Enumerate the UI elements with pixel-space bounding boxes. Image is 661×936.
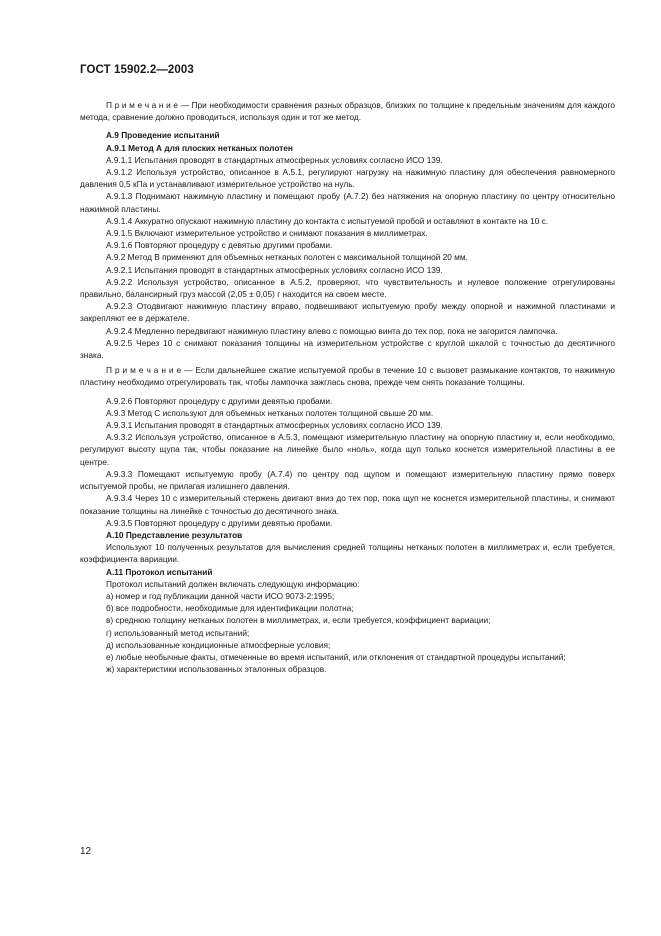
text-paragraph: А.9.2.6 Повторяют процедуру с другими девятью пробами. — [106, 395, 333, 406]
document-body — [80, 96, 615, 675]
note-paragraph: П р и м е ч а н и е — При необходимости сравнения разных образцов, близких по толщине к предельным значениям для каждого метода, сравнение должно проводиться, используя один и тот же метод. — [80, 100, 615, 123]
text-paragraph: А.9.2.1 Испытания проводят в стандартных атмосферных условиях согласно ИСО 139. — [106, 264, 443, 275]
text-paragraph: А.9.1.1 Испытания проводят в стандартных атмосферных условиях согласно ИСО 139. — [106, 154, 443, 165]
text-paragraph: А.9.3.5 Повторяют процедуру с другими девятью пробами. — [106, 517, 333, 528]
text-paragraph: А.9.1.2 Используя устройство, описанное в А.5.1, регулируют нагрузку на нажимную пластину для обеспечения равномерного давления 0,5 кПа и устанавливают измерительное устройство на нуль. — [80, 167, 615, 190]
list-item: а) номер и год публикации данной части ИСО 9073-2:1995; — [106, 590, 335, 601]
text-paragraph: А.9.3.2 Используя устройство, описанное в А.5.3, помещают измерительную пластину на опорную пластину и, если необходимо, регулируют высоту щупа так, чтобы показание на линейке было «ноль», когда щуп только коснется измерительной пластины в ее центре. — [80, 432, 615, 467]
text-paragraph: А.9.2.5 Через 10 с снимают показания толщины на измерительном устройстве с круглой шкалой с точностью до десятичного знака. — [80, 337, 615, 361]
text-paragraph: А.9.3.1 Испытания проводят в стандартных атмосферных условиях согласно ИСО 139. — [106, 420, 443, 431]
text-paragraph: А.9.3.4 Через 10 с измерительный стержень двигают вниз до тех пор, пока щуп не коснется измерительной пластины, и снимают показание толщины на линейке с точностью до десятичного знака. — [80, 493, 615, 516]
list-item: в) среднюю толщину нетканых полотен в миллиметрах, и, если требуется, коэффициент вариации; — [106, 615, 491, 626]
list-item: б) все подробности, необходимые для идентификации полотна; — [106, 603, 354, 614]
text-paragraph: А.9.2 Метод В применяют для объемных нетканых полотен с максимальной толщиной 20 мм. — [106, 252, 468, 263]
text-paragraph: А.9.2.4 Медленно передвигают нажимную пластину влево с помощью винта до тех пор, пока не загорится лампочка. — [106, 325, 558, 336]
list-item: д) использованные кондиционные атмосферные условия; — [106, 639, 331, 650]
text-paragraph: Используют 10 полученных результатов для вычисления средней толщины нетканых полотен в миллиметрах и, если требуется, коэффициента вариации. — [80, 542, 615, 565]
text-paragraph: А.9.1.4 Аккуратно опускают нажимную пластину до контакта с испытуемой пробой и оставляют в контакте на 10 с. — [106, 215, 549, 226]
text-paragraph: А.9.3 Метод С используют для объемных нетканых полотен толщиной свыше 20 мм. — [106, 407, 434, 418]
text-paragraph: А.9.2.3 Отодвигают нажимную пластину вправо, подвешивают испытуемую пробу между опорной и нажимной пластинами и закрепляют ее в держателе. — [80, 301, 615, 324]
text-paragraph: А.9.1.3 Поднимают нажимную пластину и помещают пробу (А.7.2) без натяжения на опорную пластину по центру относительно нажимной пластины. — [80, 191, 615, 214]
list-item: г) использованный метод испытаний; — [106, 627, 250, 638]
text-paragraph: А.9.1.5 Включают измерительное устройство и снимают показания в миллиметрах. — [106, 228, 428, 239]
text-paragraph: А.9.3.3 Помещают испытуемую пробу (А.7.4) по центру под щупом и помещают измерительную пластину прямо поверх испытуемой пробы, не прилагая излишнего давления. — [80, 468, 615, 492]
section-heading: А.9.1 Метод А для плоских нетканых полотен — [106, 142, 293, 153]
section-heading: А.11 Протокол испытаний — [106, 566, 213, 577]
text-paragraph: Протокол испытаний должен включать следующую информацию: — [106, 578, 360, 589]
text-paragraph: А.9.2.2 Используя устройство, описанное в А.5.2, проверяют, что чувствительность и нулевое положение отрегулированы правильно, балансирный груз массой (2,05 ± 0,05) г находится на своем месте. — [80, 276, 615, 300]
list-item: ж) характеристики использованных эталонных образцов. — [106, 664, 327, 675]
section-heading: А.9 Проведение испытаний — [106, 130, 220, 141]
document-header: ГОСТ 15902.2—2003 — [80, 64, 194, 76]
section-heading: А.10 Представление результатов — [106, 529, 243, 540]
page-number: 12 — [80, 846, 92, 857]
list-item: е) любые необычные факты, отмеченные во время испытаний, или отклонения от стандартной процедуры испытаний; — [106, 651, 566, 662]
text-paragraph: А.9.1.6 Повторяют процедуру с девятью другими пробами. — [106, 240, 333, 251]
note-paragraph: П р и м е ч а н и е — Если дальнейшее сжатие испытуемой пробы в течение 10 с вызовет размыкание контактов, то нажимную пластину необходимо отрегулировать так, чтобы лампочка зажглась снова, прежде чем снять показание толщины. — [80, 365, 615, 388]
